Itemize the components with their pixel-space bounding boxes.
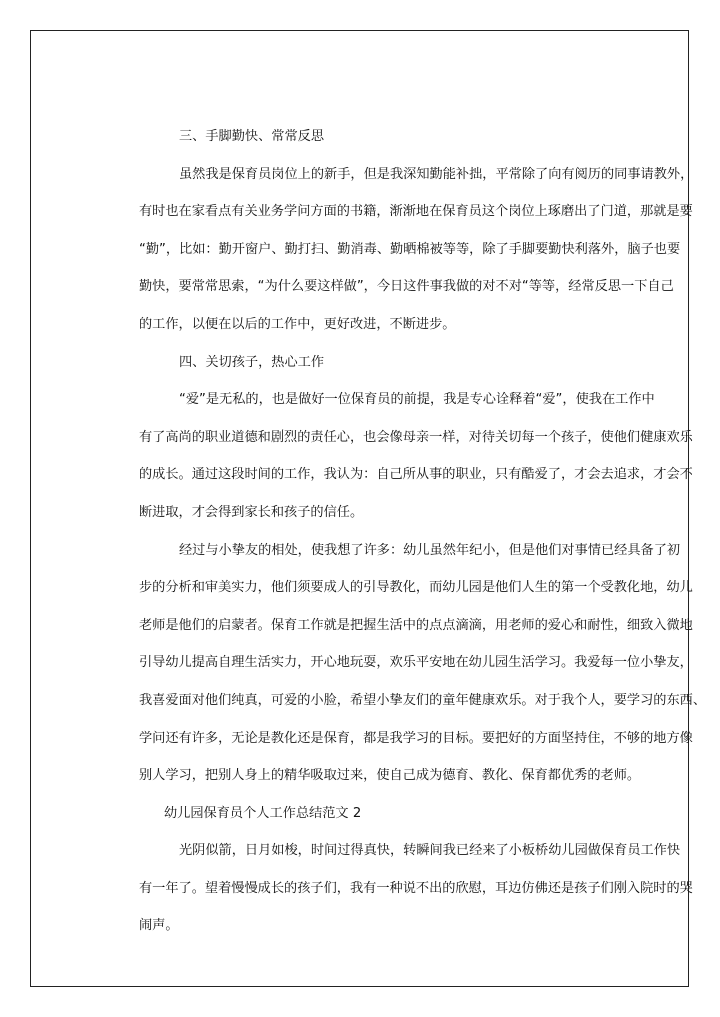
- text-line: 的工作，以便在以后的工作中，更好改进，不断进步。: [139, 316, 456, 332]
- text-line: 的成长。通过这段时间的工作，我认为：自己所从事的职业，只有酷爱了，才会去追求，才会不: [139, 467, 693, 483]
- document-page: [30, 30, 707, 987]
- text-line: 步的分析和审美实力，他们须要成人的引导教化，而幼儿园是他们人生的第一个受教化地，幼儿: [139, 580, 693, 596]
- text-line: 虽然我是保育员岗位上的新手，但是我深知勤能补拙，平常除了向有阅历的同事请教外，: [179, 166, 694, 182]
- paragraph: [139, 156, 694, 344]
- section-heading: [139, 118, 642, 156]
- text-line: 有一年了。望着慢慢成长的孩子们，我有一种说不出的欣慰，耳边仿佛还是孩子们刚入院时的哭: [139, 880, 693, 896]
- paragraph: [139, 381, 693, 531]
- text-line: 勤快，要常常思索，“为什么要这样做”，今日这件事我做的对不对“等等，经常反思一下自己: [139, 279, 674, 295]
- text-line: 有了高尚的职业道德和剧烈的责任心，也会像母亲一样，对待关切每一个孩子，使他们健康欢乐: [139, 429, 693, 445]
- text-line: 引导幼儿提高自理生活实力，开心地玩耍，欢乐平安地在幼儿园生活学习。我爱每一位小挚友，: [139, 655, 693, 671]
- text-line: 别人学习，把别人身上的精华吸取过来，使自己成为德育、教化、保育都优秀的老师。: [139, 768, 641, 784]
- text-line: 光阴似箭，日月如梭，时间过得真快，转瞬间我已经来了小板桥幼儿园做保育员工作快: [179, 843, 681, 859]
- text-line: 我喜爱面对他们纯真，可爱的小脸，希望小挚友们的童年健康欢乐。对于我个人，要学习的东西、: [139, 692, 707, 708]
- document-body: [139, 118, 707, 945]
- text-line: 学问还有许多，无论是教化还是保育，都是我学习的目标。要把好的方面坚持住，不够的地方像: [139, 730, 693, 746]
- text-line: 闹声。: [139, 918, 179, 934]
- text-line: “勤”，比如：勤开窗户、勤打扫、勤消毒、勤晒棉被等等，除了手脚要勤快利落外，脑子也要: [139, 241, 681, 257]
- text-line: 有时也在家看点有关业务学问方面的书籍，渐渐地在保育员这个岗位上琢磨出了门道，那就是要: [139, 204, 693, 220]
- section-heading: [139, 344, 642, 382]
- text-line: 经过与小挚友的相处，使我想了许多：幼儿虽然年纪小，但是他们对事情已经具备了初: [179, 542, 681, 558]
- text-line: “爱”是无私的，也是做好一位保育员的前提，我是专心诠释着“爱”，使我在工作中: [179, 392, 655, 408]
- text-line: 断进取，才会得到家长和孩子的信任。: [139, 504, 364, 520]
- paragraph: [139, 532, 707, 795]
- text-line: 四、关切孩子，热心工作: [179, 354, 325, 370]
- section-title: [139, 795, 642, 833]
- paragraph: [139, 832, 693, 945]
- text-line: 老师是他们的启蒙者。保育工作就是把握生活中的点点滴滴，用老师的爱心和耐性，细致入微地: [139, 617, 693, 633]
- text-line: 三、手脚勤快、常常反思: [179, 129, 325, 144]
- text-line: 幼儿园保育员个人工作总结范文 2: [164, 805, 362, 821]
